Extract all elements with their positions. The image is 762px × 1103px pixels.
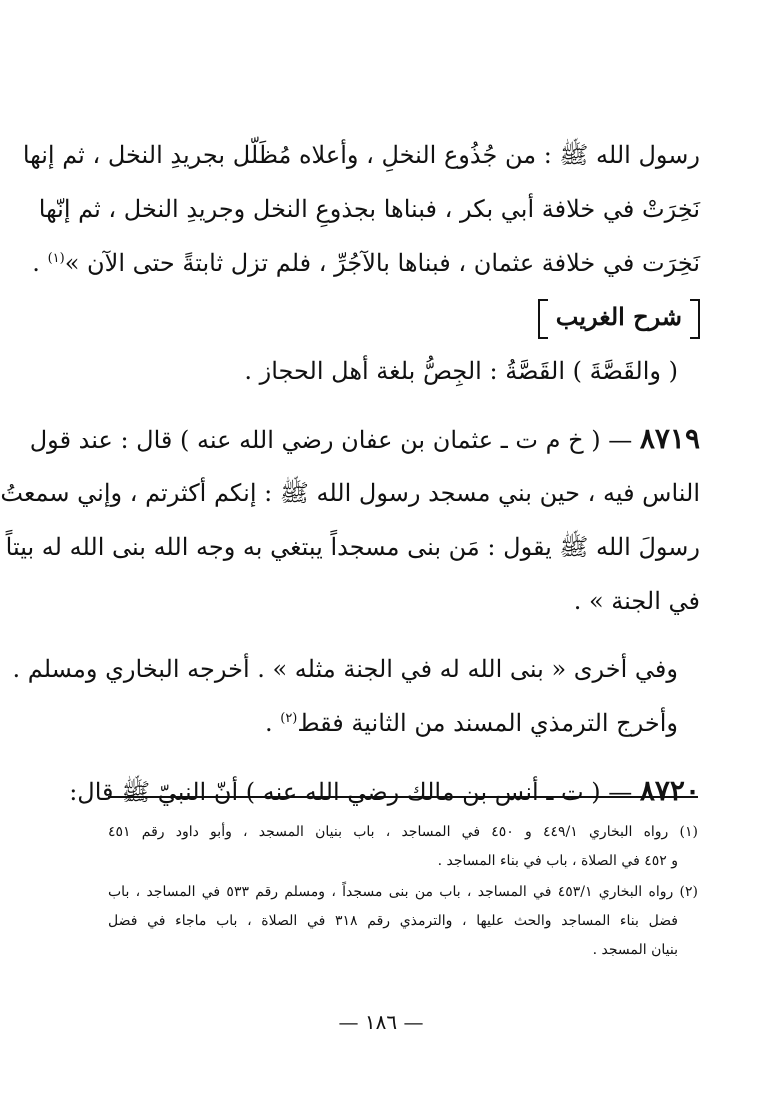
footnote-1: [108, 818, 698, 876]
main-text: [0, 128, 700, 818]
gloss-line: ( والقَصَّةَ ) القَصَّةُ : الجِصُّ بلغة أهل الحجاز .: [244, 357, 678, 385]
footnote-2: [108, 878, 698, 965]
hadith-8719-line-2: الناس فيه ، حين بني مسجد رسول الله ﷺ : إنكم أكثرتم ، وإني سمعتُ: [0, 479, 700, 507]
hadith-8720-text: — ( ت ـ أنس بن مالك رضي الله عنه ) أنّ النبيّ ﷺ قال:: [69, 778, 633, 806]
section-heading: شرح الغريب: [538, 297, 700, 337]
tirmidhi-note: وأخرج الترمذي المسند من الثانية فقط: [297, 709, 678, 737]
text-line-1: رسول الله ﷺ : من جُذُوع النخلِ ، وأعلاه مُظَلّل بجريدِ النخل ، ثم إنها: [22, 141, 700, 169]
footnote-ref-1: (١): [47, 251, 65, 266]
section-heading-line: [100, 290, 700, 344]
footnotes: [108, 818, 698, 965]
other-narration: وفي أخرى « بنى الله له في الجنة مثله » . أخرجه البخاري ومسلم .: [12, 655, 678, 683]
tirmidhi-note-end: .: [264, 709, 273, 737]
page-number: — ١٨٦ —: [338, 1010, 424, 1034]
hadith-number-8720: ٨٧٢٠: [639, 774, 700, 807]
text-line-3: [32, 236, 700, 290]
footnote-2-line-2: فضل بناء المساجد والحث عليها ، والترمذي رقم ٣١٨ في الصلاة ، باب ماجاء في فضل: [108, 913, 679, 929]
footnote-1-line-2: و ٤٥٢ في الصلاة ، باب في بناء المساجد .: [437, 853, 678, 869]
hadith-8720-header: [69, 764, 700, 818]
text-line-3-end: .: [32, 249, 40, 277]
text-line-3-content: نَخِرَت في خلافة عثمان ، فبناها بالآجُرِّ ، فلم تزل ثابتةً حتى الآن »: [64, 249, 700, 277]
hadith-8719-line-4: في الجنة » .: [573, 587, 700, 615]
hadith-8719-header: [29, 412, 700, 466]
hadith-8719-first-line: — ( خ م ت ـ عثمان بن عفان رضي الله عنه ) قال : عند قول: [29, 426, 633, 454]
footnote-separator: [108, 796, 698, 798]
tirmidhi-note-line: [100, 696, 700, 750]
footnote-2-line-3: بنيان المسجد .: [592, 942, 678, 958]
hadith-number-8719: ٨٧١٩: [639, 422, 700, 455]
text-line-2: نَخِرَتْ في خلافة أبي بكر ، فبناها بجذوعِ النخل وجريدِ النخل ، ثم إنّها: [38, 195, 700, 223]
hadith-8719-line-3: رسولَ الله ﷺ يقول : مَن بنى مسجداً يبتغي به وجه الله بنى الله له بيتاً: [5, 533, 700, 561]
footnote-ref-2: (٢): [280, 711, 298, 726]
footnote-1-line-1: (١) رواه البخاري ٤٤٩/١ و ٤٥٠ في المساجد ، باب بنيان المسجد ، وأبو داود رقم ٤٥١: [108, 824, 698, 840]
footnote-2-line-1: (٢) رواه البخاري ٤٥٣/١ في المساجد ، باب من بنى مسجداً ، ومسلم رقم ٥٣٣ في المساجد ، باب: [108, 884, 698, 900]
